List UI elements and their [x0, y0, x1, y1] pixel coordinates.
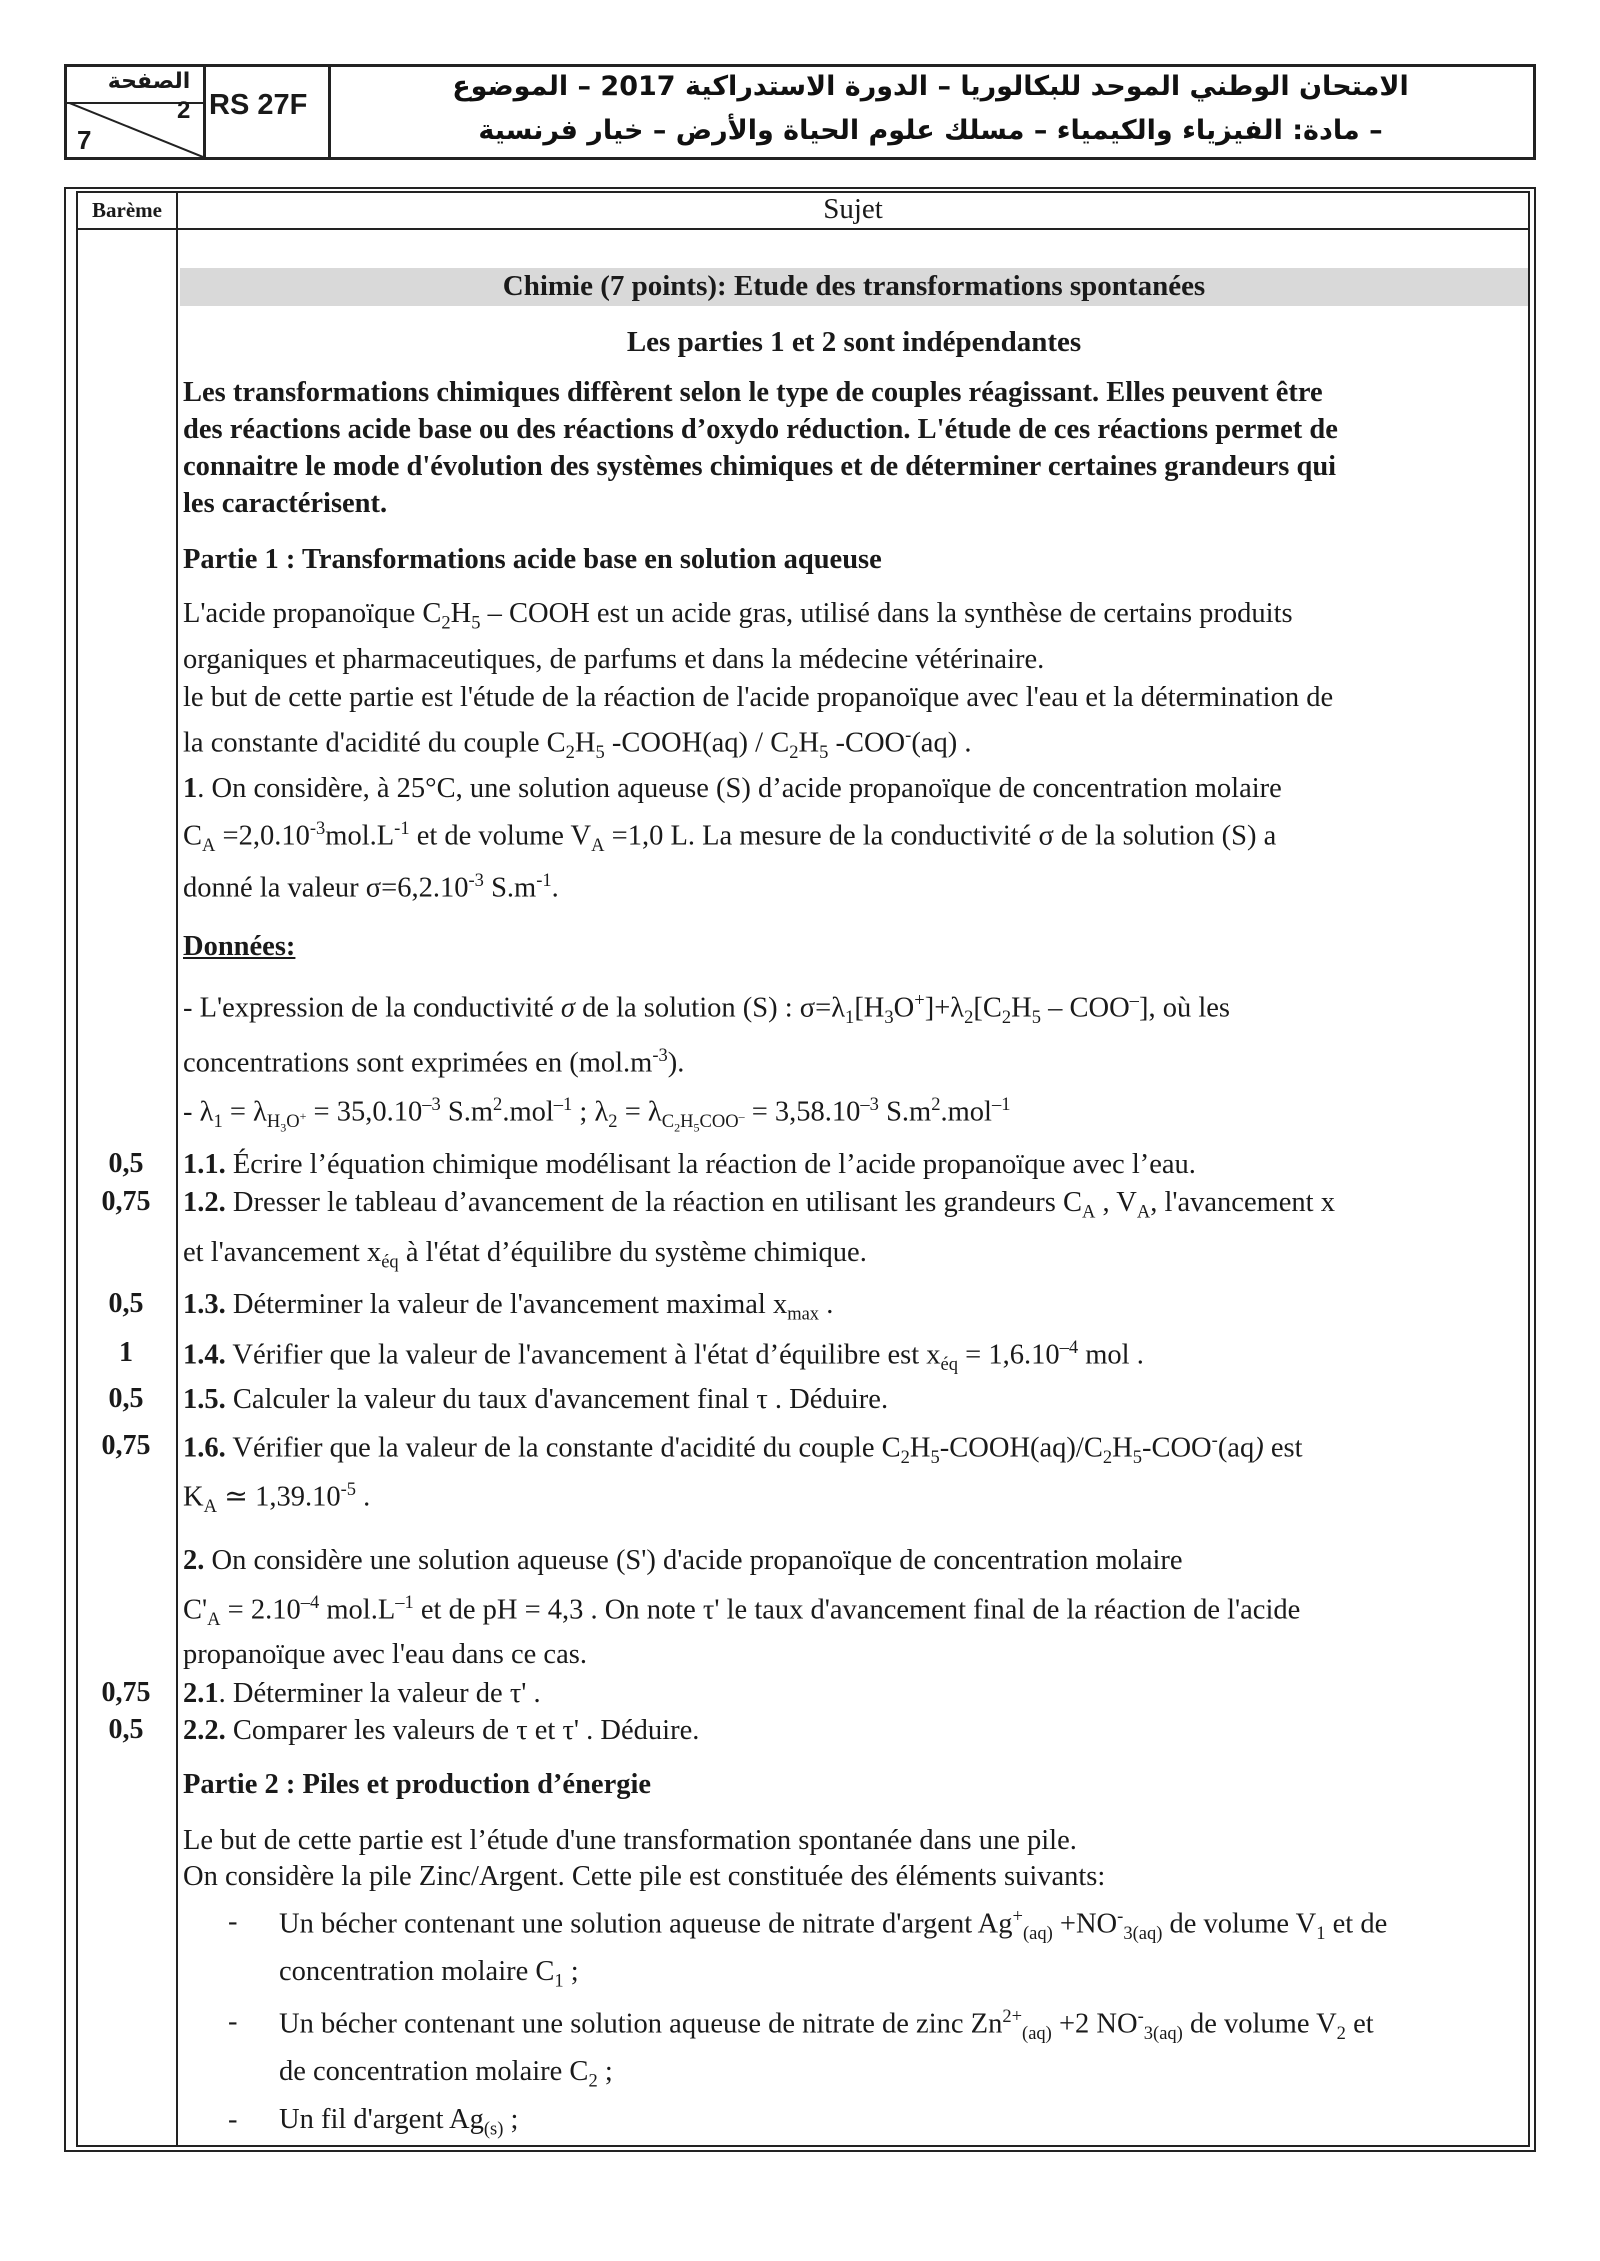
question-1: 1. On considère, à 25°C, une solution aqueuse (S) d’acide propanoïque de concentration molaire — [183, 773, 1282, 804]
page-indicator — [67, 67, 206, 157]
question-1-4: 1.4. Vérifier que la valeur de l'avancement à l'état d’équilibre est $x_{éq} = 1,6.10^{-4}$ mol . — [183, 1337, 1144, 1376]
exam-code: RS 27F — [209, 89, 308, 121]
part2-title: Partie 2 : Piles et production d’énergie — [183, 1769, 652, 1800]
pile-element: Un fil d'argent $Ag_{(s)}$ ; — [279, 2104, 519, 2140]
question-1-2-cont: et l'avancement $x_{éq}$ à l'état d’équilibre du système chimique. — [183, 1237, 867, 1273]
question-1-cont: $C_A =2,0.10^{-3}mol.L^{-1}$ et de volume $V_A =1,0$ L. La mesure de la conductivité σ de la solution (S) a — [183, 818, 1277, 857]
question-2-cont: $C'_A = 2.10^{-4}$ $mol.L^{-1}$ et de pH = 4,3 . On note τ' le taux d'avancement final de la réaction de l'acide — [183, 1592, 1301, 1631]
pile-element-cont: de concentration molaire $C_2$ ; — [279, 2056, 613, 2092]
score: 0,5 — [108, 1288, 144, 1319]
donnees-heading: Données: — [183, 931, 296, 962]
bullet-dash: - — [228, 2006, 238, 2037]
intro-line: les caractérisent. — [183, 488, 388, 519]
score: 0,5 — [108, 1148, 144, 1179]
score: 0,75 — [101, 1186, 151, 1217]
score: 0,75 — [101, 1677, 151, 1708]
donnees-line: - L'expression de la conductivité σ de la solution (S) : $\sigma=\lambda_1[H_3O^+]+\lambda_2[C_2H_5 - COO^-]$, où les — [183, 990, 1230, 1029]
part1-line: L'acide propanoïque $C_2H_5$ – COOH est un acide gras, utilisé dans la synthèse de certains produits — [183, 598, 1293, 634]
page-number: 2 — [177, 97, 191, 124]
donnees-line: concentrations sont exprimées en $(mol.m^{-3})$. — [183, 1045, 685, 1079]
page-total: 7 — [77, 125, 92, 155]
part1-title: Partie 1 : Transformations acide base en solution aqueuse — [183, 544, 882, 575]
score: 0,5 — [108, 1383, 144, 1414]
bullet-dash: - — [228, 2104, 238, 2135]
question-2-2: 2.2. Comparer les valeurs de τ et τ' . Déduire. — [183, 1715, 700, 1746]
score: 1 — [119, 1337, 133, 1368]
exam-header — [64, 64, 1536, 160]
page-label: الصفحة — [107, 69, 191, 94]
exam-title — [328, 67, 1533, 157]
donnees-line: - $\lambda_1 = \lambda_{H_3O^+} = 35,0.10^{-3}$ $S.m^2.mol^{-1}$ ; $\lambda_2 = \lambda_{C_2H_5COO^-} = 3,58.10^{-3}$ $S.m^2.mol^{-1}$ — [183, 1094, 1011, 1135]
part1-line: organiques et pharmaceutiques, de parfums et dans la médecine vétérinaire. — [183, 644, 1045, 675]
question-1-cont: donné la valeur $\sigma=6,2.10^{-3}$ $S.m^{-1}$. — [183, 870, 559, 904]
question-1-3: 1.3. Déterminer la valeur de l'avancement maximal $x_{max}$ . — [183, 1289, 834, 1325]
question-1-2: 1.2. Dresser le tableau d’avancement de la réaction en utilisant les grandeurs $C_A$ , $V_A$, l'avancement x — [183, 1187, 1335, 1223]
score: 0,5 — [108, 1714, 144, 1745]
sujet-column-header: Sujet — [823, 193, 883, 225]
exam-title-line1: الامتحان الوطني الموحد للبكالوريا – الدورة الاستدراكية 2017 – الموضوع — [452, 71, 1409, 102]
score: 0,75 — [101, 1430, 151, 1461]
question-1-6: 1.6. Vérifier que la valeur de la constante d'acidité du couple $C_2H_5-COOH(aq)/C_2H_5-COO^-(aq)$ est — [183, 1430, 1303, 1469]
pile-element: Un bécher contenant une solution aqueuse de nitrate d'argent $Ag^+_{(aq)} +NO^-_{3(aq)}$ de volume $V_1$ et de — [279, 1906, 1388, 1945]
exam-title-line2: – مادة: الفيزياء والكيمياء – مسلك علوم الحياة والأرض – خيار فرنسية — [478, 115, 1383, 146]
question-1-5: 1.5. Calculer la valeur du taux d'avancement final τ . Déduire. — [183, 1384, 889, 1415]
part2-line: On considère la pile Zinc/Argent. Cette pile est constituée des éléments suivants: — [183, 1861, 1106, 1892]
part2-line: Le but de cette partie est l’étude d'une transformation spontanée dans une pile. — [183, 1825, 1077, 1856]
bareme-column-header: Barème — [92, 198, 162, 222]
question-1-1: 1.1. Écrire l’équation chimique modélisant la réaction de l’acide propanoïque avec l’eau. — [183, 1149, 1196, 1180]
intro-line: des réactions acide base ou des réactions d’oxydo réduction. L'étude de ces réactions permet de — [183, 414, 1338, 445]
intro-line: Les transformations chimiques diffèrent selon le type de couples réagissant. Elles peuvent être — [183, 377, 1323, 408]
question-2-cont: propanoïque avec l'eau dans ce cas. — [183, 1639, 587, 1670]
pile-element-cont: concentration molaire $C_1$ ; — [279, 1956, 579, 1992]
exam-code-box — [203, 67, 331, 157]
question-2: 2. On considère une solution aqueuse (S') d'acide propanoïque de concentration molaire — [183, 1545, 1183, 1576]
column-divider — [176, 191, 178, 2147]
intro-line: connaitre le mode d'évolution des systèmes chimiques et de déterminer certaines grandeurs qui — [183, 451, 1337, 482]
parts-note: Les parties 1 et 2 sont indépendantes — [626, 326, 1082, 358]
section-title: Chimie (7 points): Etude des transformations spontanées — [502, 270, 1206, 302]
part1-line: la constante d'acidité du couple $C_2H_5$ -COOH(aq) / $C_2H_5$ -COO-(aq) . — [183, 725, 972, 764]
part1-line: le but de cette partie est l'étude de la réaction de l'acide propanoïque avec l'eau et la détermination de — [183, 682, 1334, 713]
question-2-1: 2.1. Déterminer la valeur de τ' . — [183, 1678, 541, 1709]
header-divider — [76, 228, 1530, 230]
pile-element: Un bécher contenant une solution aqueuse de nitrate de zinc $Zn^{2+}_{(aq)} +2$ $NO^-_{3(aq)}$ de volume $V_2$ et — [279, 2006, 1374, 2045]
intro-paragraph — [183, 374, 1513, 522]
question-1-6-cont: $K_A$ ≃ $1,39.10^{-5}$ . — [183, 1479, 371, 1518]
bullet-dash: - — [228, 1906, 238, 1937]
